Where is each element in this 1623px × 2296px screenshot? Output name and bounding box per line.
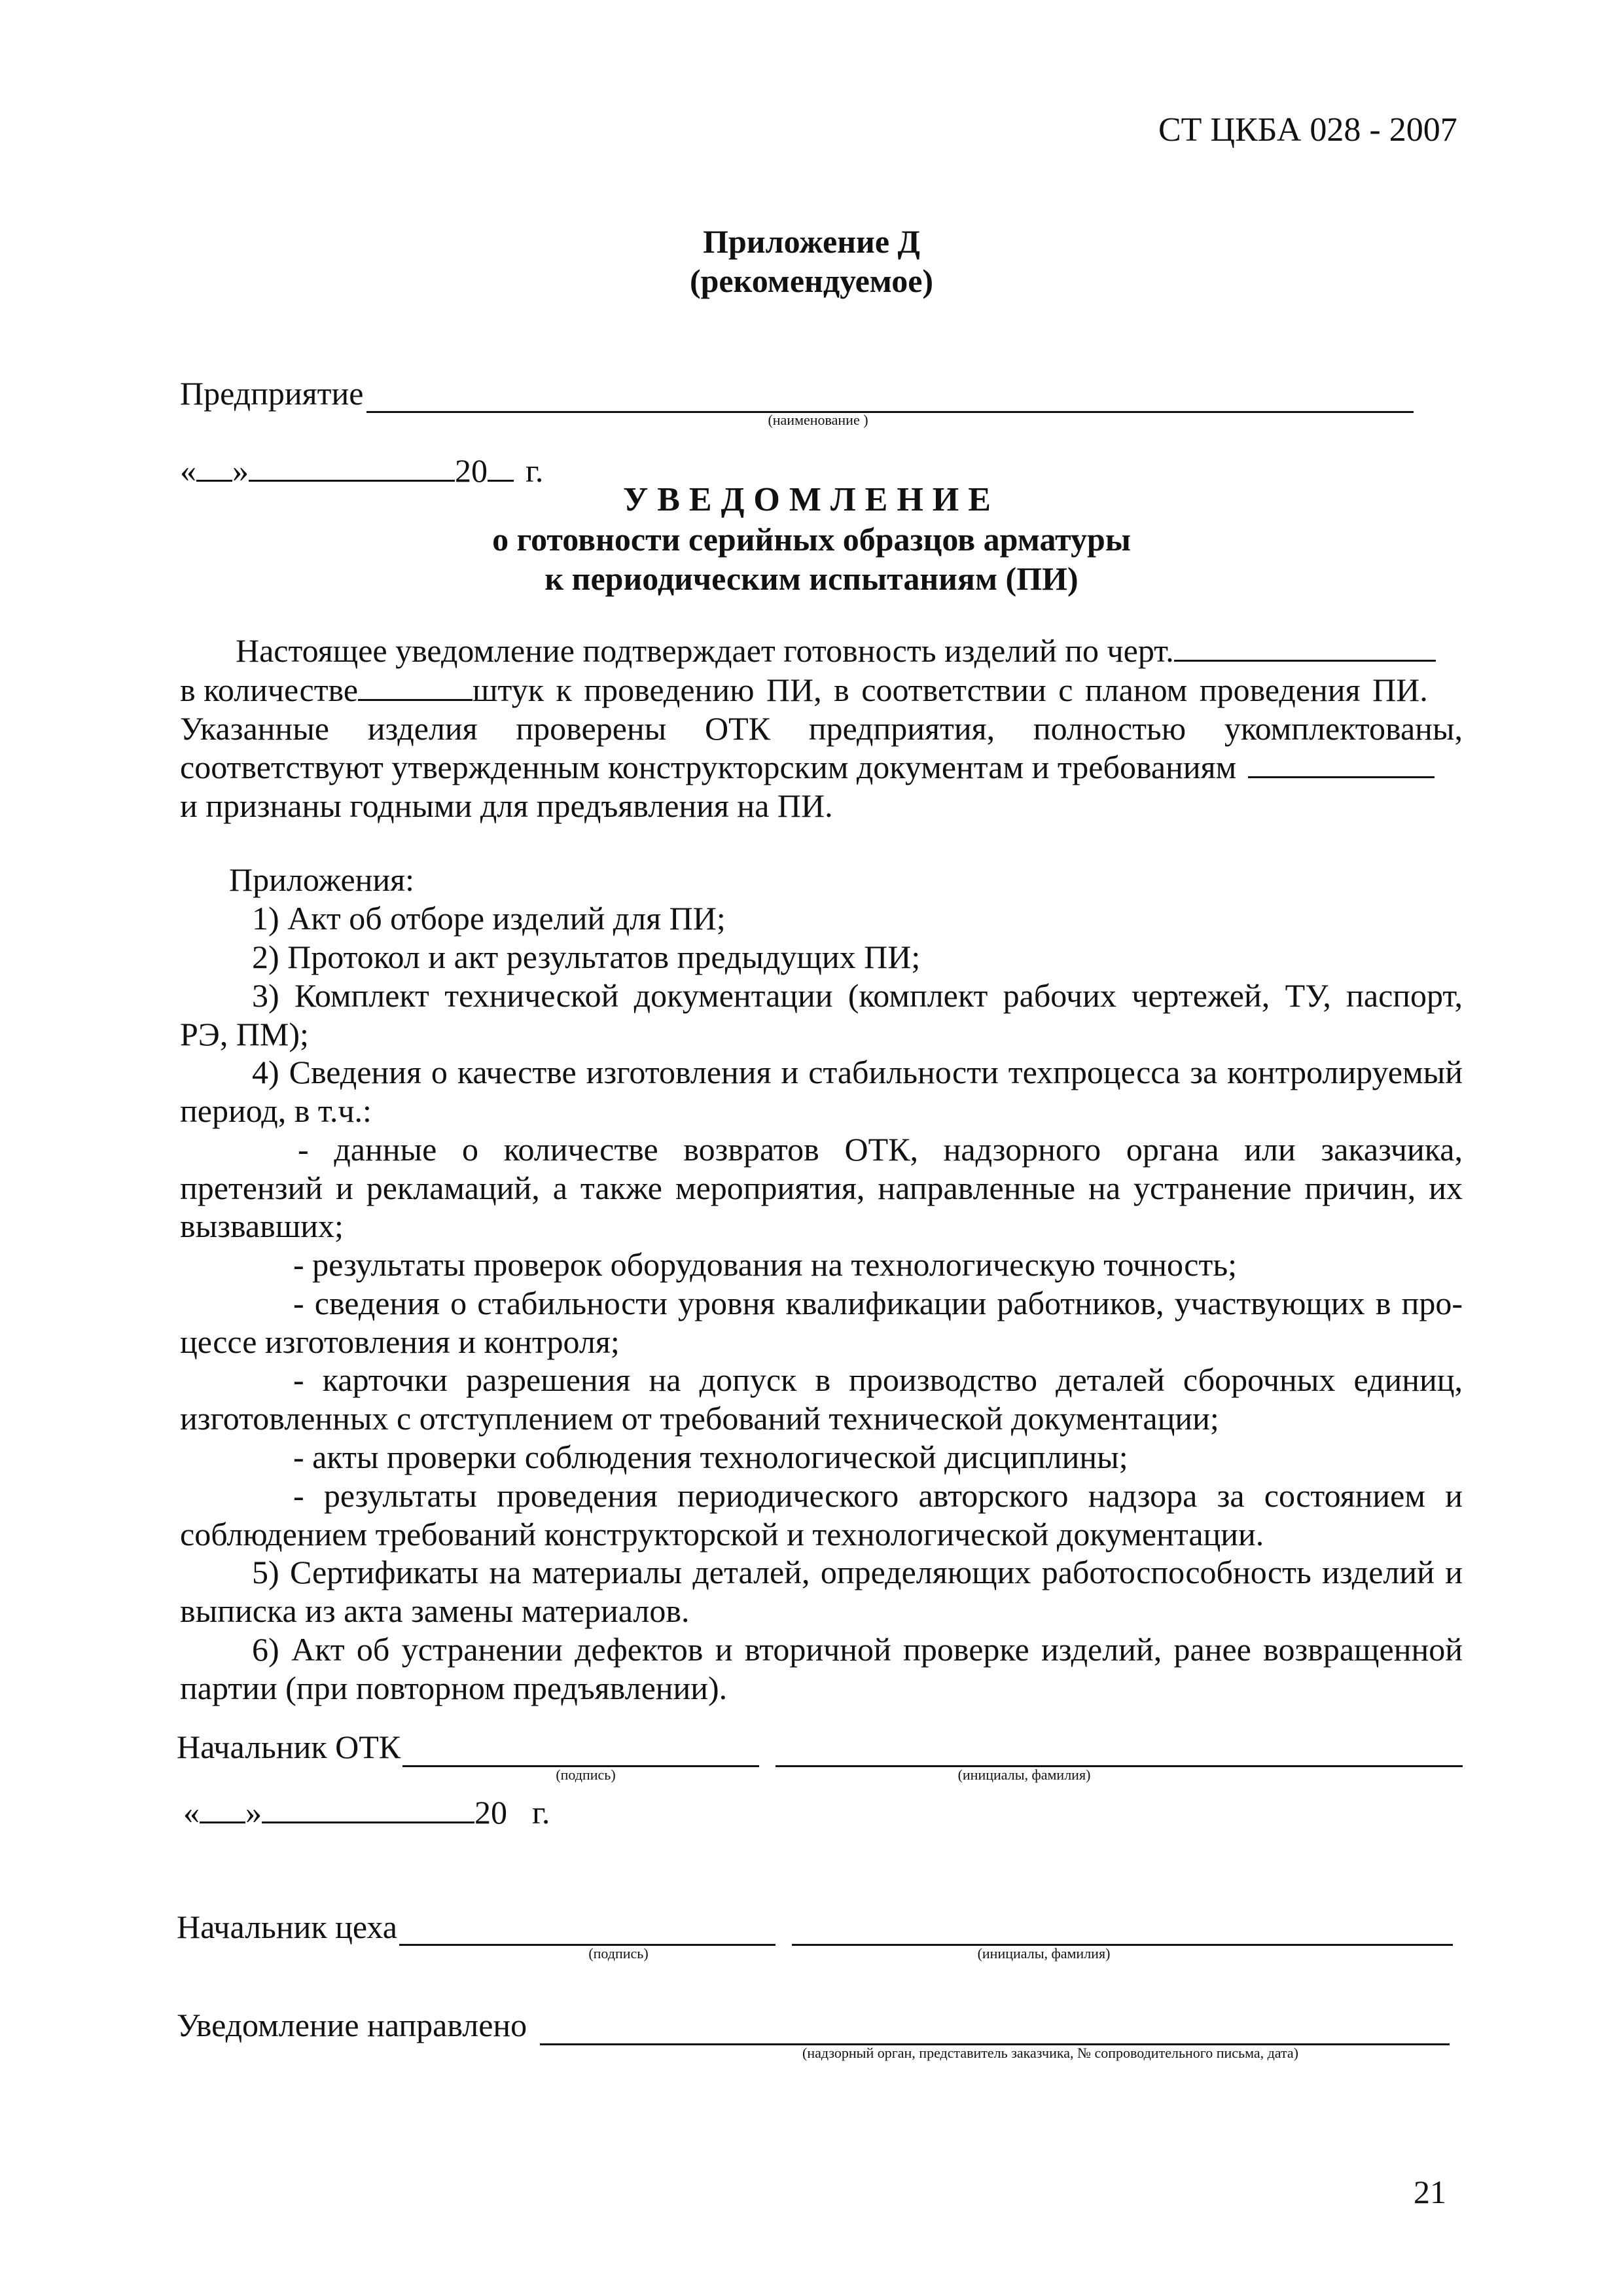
sub-item-1-line-1: - данные о количестве возвратов ОТК, надзорного органа или заказчика,: [298, 1131, 1463, 1168]
sent-label: Уведомление направлено: [177, 2007, 527, 2043]
attachment-item-1: 1) Акт об отборе изделий для ПИ;: [252, 900, 726, 937]
body-line-5: и признаны годными для предъявления на ПИ.: [180, 787, 833, 824]
drawing-number-field[interactable]: [1174, 659, 1436, 662]
notice-title: УВЕДОМЛЕНИЕ: [623, 481, 1000, 518]
date-close-quote: »: [232, 452, 249, 489]
sub-item-2: - результаты проверок оборудования на технологическую точность;: [293, 1246, 1238, 1283]
quantity-field[interactable]: [358, 698, 473, 701]
attachment-item-3: [180, 977, 1463, 1053]
sign-otk-label: Начальник ОТК: [177, 1729, 401, 1765]
notice-subtitle-2: к периодическим испытаниям (ПИ): [544, 560, 1079, 597]
sub-item-3: [180, 1284, 1463, 1361]
year-suffix: г.: [526, 452, 544, 489]
date-open-quote: «: [180, 452, 196, 489]
attachment-item-6-line-1: 6) Акт об устранении дефектов и вторичной проверке изделий, ранее возвращенной: [252, 1631, 1463, 1668]
attachment-item-5: [180, 1553, 1463, 1630]
body-text-3: Указанные изделия проверены ОТК предприятия, полностью укомплектованы,: [180, 710, 1463, 747]
attachment-item-4-line-2: период, в т.ч.:: [180, 1092, 372, 1129]
requirements-field[interactable]: [1248, 776, 1435, 778]
body-line-4: [180, 748, 1435, 786]
attachment-item-4: [180, 1053, 1463, 1130]
year-prefix: 20: [455, 452, 488, 489]
year-prefix-bottom: 20: [474, 1794, 507, 1831]
sub-item-1-line-3: вызвавших;: [180, 1208, 344, 1244]
attachment-item-3-line-2: РЭ, ПМ);: [180, 1015, 309, 1052]
attachment-item-5-line-1: 5) Сертификаты на материалы деталей, определяющих работоспособность изделий и: [252, 1554, 1463, 1590]
sub-item-3-line-1: - сведения о стабильности уровня квалификации работников, участвующих в про-: [293, 1285, 1463, 1321]
attachment-item-4-line-1: 4) Сведения о качестве изготовления и стабильности техпроцесса за контролируемый: [252, 1054, 1463, 1090]
sign-otk-caption-signature: (подпись): [556, 1767, 616, 1783]
attachments-heading: Приложения:: [229, 861, 415, 898]
sign-otk-caption-name: (инициалы, фамилия): [957, 1767, 1091, 1783]
attachment-item-5-line-2: выписка из акта замены материалов.: [180, 1592, 690, 1629]
body-line-3: [180, 709, 1463, 748]
body-text-1: Настоящее уведомление подтверждает готовность изделий по черт.: [236, 632, 1174, 669]
date-bottom-close-quote: »: [245, 1794, 262, 1831]
sub-item-6: [180, 1477, 1463, 1553]
sub-item-1-line-2: претензий и рекламаций, а также мероприятия, направленные на устранение причин, их: [180, 1169, 1463, 1206]
page-number: 21: [1414, 2174, 1446, 2210]
appendix-title: Приложение Д: [703, 223, 920, 260]
sub-item-4: [180, 1361, 1463, 1437]
enterprise-label: Предприятие: [180, 375, 364, 412]
day-field-bottom[interactable]: [200, 1821, 245, 1823]
body-text-4: соответствуют утвержденным конструкторским документам и требованиям: [180, 749, 1237, 785]
sign-shop-caption-name: (инициалы, фамилия): [977, 1945, 1111, 1962]
sign-shop-caption-signature: (подпись): [588, 1945, 649, 1962]
body-line-2: [180, 671, 1463, 709]
sub-item-6-line-2: соблюдением требований конструкторской и технологической документации.: [180, 1515, 1264, 1552]
date-bottom-open-quote: «: [183, 1794, 200, 1831]
year-suffix-bottom: г.: [532, 1794, 550, 1831]
sub-item-5: - акты проверки соблюдения технологической дисциплины;: [293, 1439, 1128, 1475]
date-bottom: [183, 1793, 550, 1831]
month-field-bottom[interactable]: [262, 1821, 474, 1823]
body-text-2a: в количестве: [180, 672, 359, 708]
sub-item-4-line-2: изготовленных с отступлением от требований технической документации;: [180, 1399, 1219, 1437]
attachment-item-6: [180, 1630, 1463, 1707]
attachment-item-6-line-2: партии (при повторном предъявлении).: [180, 1669, 728, 1706]
appendix-subtitle: (рекомендуемое): [689, 262, 934, 299]
notice-subtitle-1: о готовности серийных образцов арматуры: [492, 521, 1131, 558]
sub-item-3-line-2: цессе изготовления и контроля;: [180, 1323, 620, 1360]
body-line-1: [236, 632, 1436, 670]
sub-item-1: [180, 1130, 1463, 1246]
sign-shop-label: Начальник цеха: [177, 1909, 397, 1945]
body-text-2b: штук к проведению ПИ, в соответствии с планом проведения ПИ.: [473, 672, 1428, 708]
sent-caption: (надзорный орган, представитель заказчика, № сопроводительного письма, дата): [802, 2045, 1298, 2061]
attachment-item-2: 2) Протокол и акт результатов предыдущих ПИ;: [252, 939, 921, 975]
enterprise-caption: (наименование ): [768, 412, 868, 428]
attachment-item-3-line-1: 3) Комплект технической документации (комплект рабочих чертежей, ТУ, паспорт,: [252, 977, 1463, 1014]
standard-code: СТ ЦКБА 028 - 2007: [1158, 111, 1457, 149]
sub-item-6-line-1: - результаты проведения периодического авторского надзора за состоянием и: [293, 1477, 1463, 1514]
sub-item-4-line-1: - карточки разрешения на допуск в производство деталей сборочных единиц,: [293, 1361, 1463, 1398]
